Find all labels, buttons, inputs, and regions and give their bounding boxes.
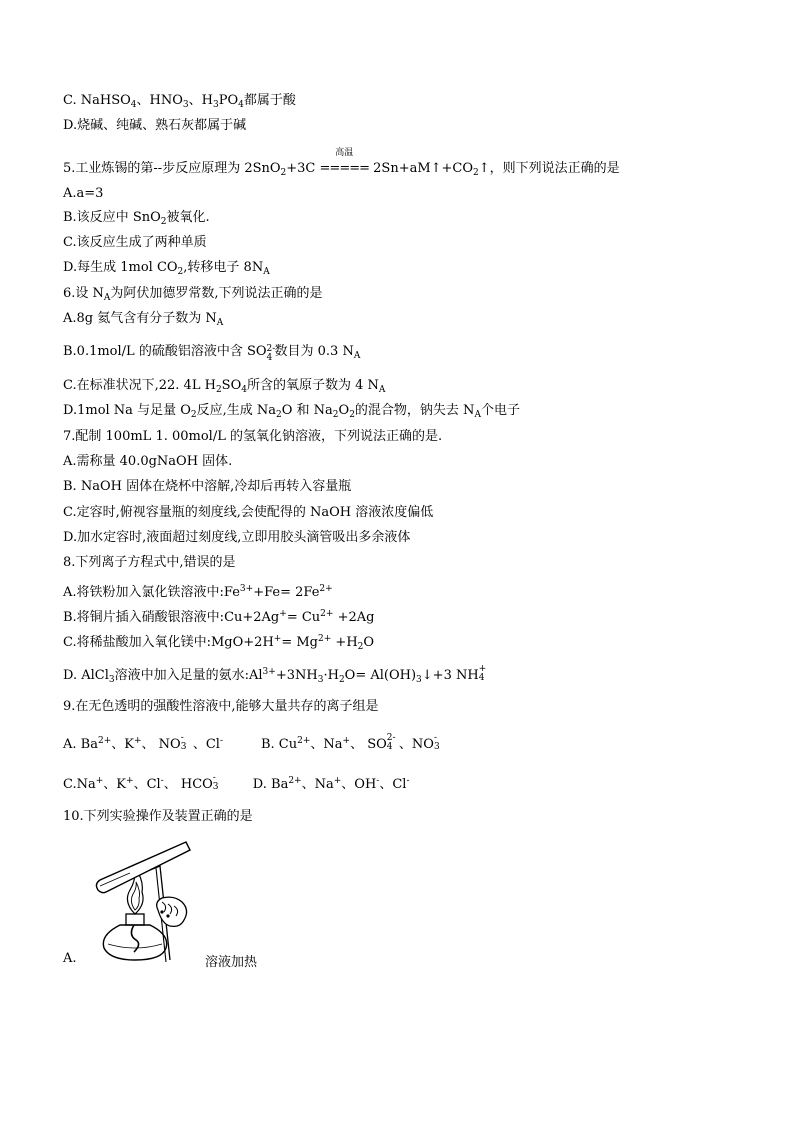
text: 、OH <box>341 777 377 792</box>
option-d-bases: D.烧碱、纯碱、熟石灰都属于碱 <box>63 118 247 133</box>
reaction-condition: 高温 <box>335 148 354 158</box>
subscript: A <box>378 385 386 395</box>
text: +Fe= 2Fe <box>253 585 320 600</box>
question-8: 8.下列离子方程式中,错误的是 <box>63 555 236 570</box>
text: C.Na <box>63 777 96 792</box>
q5-option-c: C.该反应生成了两种单质 <box>63 235 207 250</box>
text: ·H <box>323 668 339 683</box>
text: 、Cl <box>379 777 407 792</box>
text: O 和 Na <box>281 403 333 418</box>
text: 都属于酸 <box>243 93 296 108</box>
text: B.将铜片插入硝酸银溶液中:Cu+2Ag <box>63 610 280 625</box>
text: B.该反应中 SnO <box>63 210 161 225</box>
text: 2Sn+aM↑+CO <box>373 161 474 176</box>
superscript: 2+ <box>97 736 112 746</box>
text: B.0.1mol/L 的硫酸铝溶液中含 SO <box>63 344 267 359</box>
subscript: A <box>103 293 111 303</box>
subscript: 2 <box>473 168 479 178</box>
text: D. AlCl <box>63 668 109 683</box>
subscript: 4 <box>266 353 273 363</box>
text: C.将稀盐酸加入氧化镁中:MgO+2H <box>63 635 274 650</box>
subscript: 3 <box>212 782 219 792</box>
subscript: 2 <box>215 385 222 395</box>
superscript: + <box>342 736 351 746</box>
reaction-arrow <box>319 148 369 177</box>
subscript: 2 <box>280 168 287 178</box>
text: SO <box>221 378 242 393</box>
subscript: 3 <box>212 100 219 110</box>
subscript: 4 <box>386 742 393 752</box>
superscript: 3+ <box>262 667 276 677</box>
superscript: + <box>333 776 342 786</box>
q8-option-b <box>63 606 374 626</box>
superscript: - <box>406 776 410 786</box>
superscript: 2+ <box>319 584 333 594</box>
subscript: 2 <box>160 217 167 227</box>
subscript: A <box>353 351 361 361</box>
question-7: 7.配制 100mL 1. 00mol/L 的氢氧化钠溶液，下列说法正确的是. <box>63 429 443 444</box>
text: 6.设 N <box>63 286 104 301</box>
superscript: + <box>478 664 487 674</box>
superscript: + <box>133 736 142 746</box>
superscript: 2+ <box>297 736 311 746</box>
superscript: - <box>433 733 438 743</box>
text: O <box>338 403 350 418</box>
superscript: + <box>126 776 134 786</box>
q8-option-d <box>63 664 487 688</box>
question-5 <box>63 148 620 181</box>
text: = Cu <box>286 610 321 625</box>
subscript: 3 <box>108 675 115 685</box>
q7-option-a: A.需称量 40.0gNaOH 固体. <box>63 454 233 469</box>
text: +2Ag <box>333 610 375 625</box>
q7-option-d: D.加水定容时,液面超过刻度线,立即用胶头滴管吸出多余液体 <box>63 530 411 545</box>
text: 为阿伏加德罗常数,下列说法正确的是 <box>110 286 323 301</box>
subscript: 3 <box>180 742 187 752</box>
text: +3NH <box>275 668 318 683</box>
q6-option-a <box>63 311 223 331</box>
text: 所含的氧原子数为 4 N <box>246 378 379 393</box>
superscript: + <box>273 634 282 644</box>
text: D.每生成 1mol CO <box>63 260 178 275</box>
q10-option-a-label: A. <box>63 951 77 966</box>
text: 、HNO <box>136 93 183 108</box>
text: 溶液中加入足量的氨水:Al <box>114 668 263 683</box>
ion-charge <box>180 733 189 752</box>
superscript: - <box>212 773 216 783</box>
superscript: + <box>95 776 104 786</box>
subscript: 3 <box>317 675 324 685</box>
ion-charge <box>433 733 442 752</box>
q5-option-a: A.a=3 <box>63 186 104 201</box>
subscript: 3 <box>182 100 189 110</box>
superscript: - <box>180 733 184 743</box>
subscript: 2 <box>275 410 282 420</box>
text: = Mg <box>281 635 319 650</box>
alcohol-lamp-test-tube-heating-illustration-icon <box>90 840 210 965</box>
text: C.在标准状况下,22. 4L H <box>63 378 216 393</box>
ion-charge <box>212 773 221 792</box>
superscript: - <box>219 736 223 746</box>
subscript: 2 <box>177 267 184 277</box>
text: B. Cu <box>260 737 298 752</box>
text: 个电子 <box>480 403 520 418</box>
text: 、Cl <box>188 737 220 752</box>
subscript: 4 <box>238 100 244 110</box>
superscript: 2+ <box>320 609 334 619</box>
subscript: 4 <box>478 673 485 683</box>
text: O <box>363 635 375 650</box>
q7-option-c: C.定容时,俯视容量瓶的刻度线,会使配得的 NaOH 溶液浓度偏低 <box>63 505 434 520</box>
text: 、 NO <box>141 737 181 752</box>
text: 、K <box>111 737 134 752</box>
subscript: 2 <box>338 675 345 685</box>
q6-option-c <box>63 378 385 398</box>
q7-option-b: B. NaOH 固体在烧杯中溶解,冷却后再转入容量瓶 <box>63 479 352 494</box>
text: A.将铁粉加入氯化铁溶液中:Fe <box>63 585 240 600</box>
superscript: 2- <box>386 733 396 743</box>
text: 、Na <box>310 737 343 752</box>
subscript: 2 <box>349 410 355 420</box>
subscript: 3 <box>416 675 422 685</box>
text: 、K <box>103 777 127 792</box>
subscript: A <box>474 410 481 420</box>
q9-options-ab <box>63 733 442 753</box>
text: 、H <box>188 93 213 108</box>
superscript: 2+ <box>288 776 302 786</box>
subscript: 4 <box>130 100 137 110</box>
subscript: 2 <box>190 410 197 420</box>
text: ↑，则下列说法正确的是 <box>478 161 620 176</box>
text: 、NO <box>394 737 434 752</box>
subscript: A <box>263 267 270 277</box>
superscript: 2+ <box>318 634 332 644</box>
subscript: 3 <box>433 742 440 752</box>
q8-option-a <box>63 581 333 601</box>
text: C. NaHSO <box>63 93 131 108</box>
subscript: 2 <box>357 642 364 652</box>
text: 被氧化. <box>166 210 210 225</box>
ion-charge <box>386 733 396 752</box>
text: 、Na <box>301 777 334 792</box>
text: 的混合物，钠失去 N <box>354 403 475 418</box>
q10-option-a-caption: 溶液加热 <box>205 955 258 970</box>
question-9: 9.在无色透明的强酸性溶液中,能够大量共存的离子组是 <box>63 699 379 714</box>
text: 、 HCO <box>163 777 213 792</box>
superscript: - <box>160 776 164 786</box>
superscript: 3+ <box>239 584 254 594</box>
text: 、 SO <box>350 737 387 752</box>
text: +H <box>331 635 358 650</box>
subscript: 4 <box>241 385 247 395</box>
q9-options-cd <box>63 773 410 793</box>
superscript: 2- <box>266 344 276 354</box>
text: 、Cl <box>133 777 161 792</box>
superscript: + <box>279 609 287 619</box>
q5-option-d <box>63 260 270 280</box>
text: O= Al(OH) <box>344 668 417 683</box>
superscript: - <box>376 776 380 786</box>
q6-option-b <box>63 344 360 364</box>
text: 反应,生成 Na <box>196 403 276 418</box>
text: A. Ba <box>63 737 98 752</box>
question-10: 10.下列实验操作及装置正确的是 <box>63 809 253 824</box>
q8-option-c <box>63 631 374 655</box>
subscript: A <box>216 318 224 328</box>
q6-option-d <box>63 403 520 423</box>
text: ,转移电子 8N <box>183 260 264 275</box>
equals-arrow: ===== <box>319 161 369 176</box>
ion-charge <box>266 344 276 363</box>
q5-option-b <box>63 210 210 230</box>
text: ↓+3 NH <box>421 668 479 683</box>
text: D. Ba <box>252 777 289 792</box>
text: +3C <box>286 161 316 176</box>
question-6 <box>63 286 323 306</box>
text: D.1mol Na 与足量 O <box>63 403 191 418</box>
ion-charge <box>478 664 487 683</box>
option-c-acids <box>63 93 296 113</box>
text: 数目为 0.3 N <box>274 344 354 359</box>
text: A.8g 氦气含有分子数为 N <box>63 311 217 326</box>
text: PO <box>218 93 239 108</box>
text: 5.工业炼锡的第--步反应原理为 2SnO <box>63 161 281 176</box>
subscript: 2 <box>332 410 339 420</box>
